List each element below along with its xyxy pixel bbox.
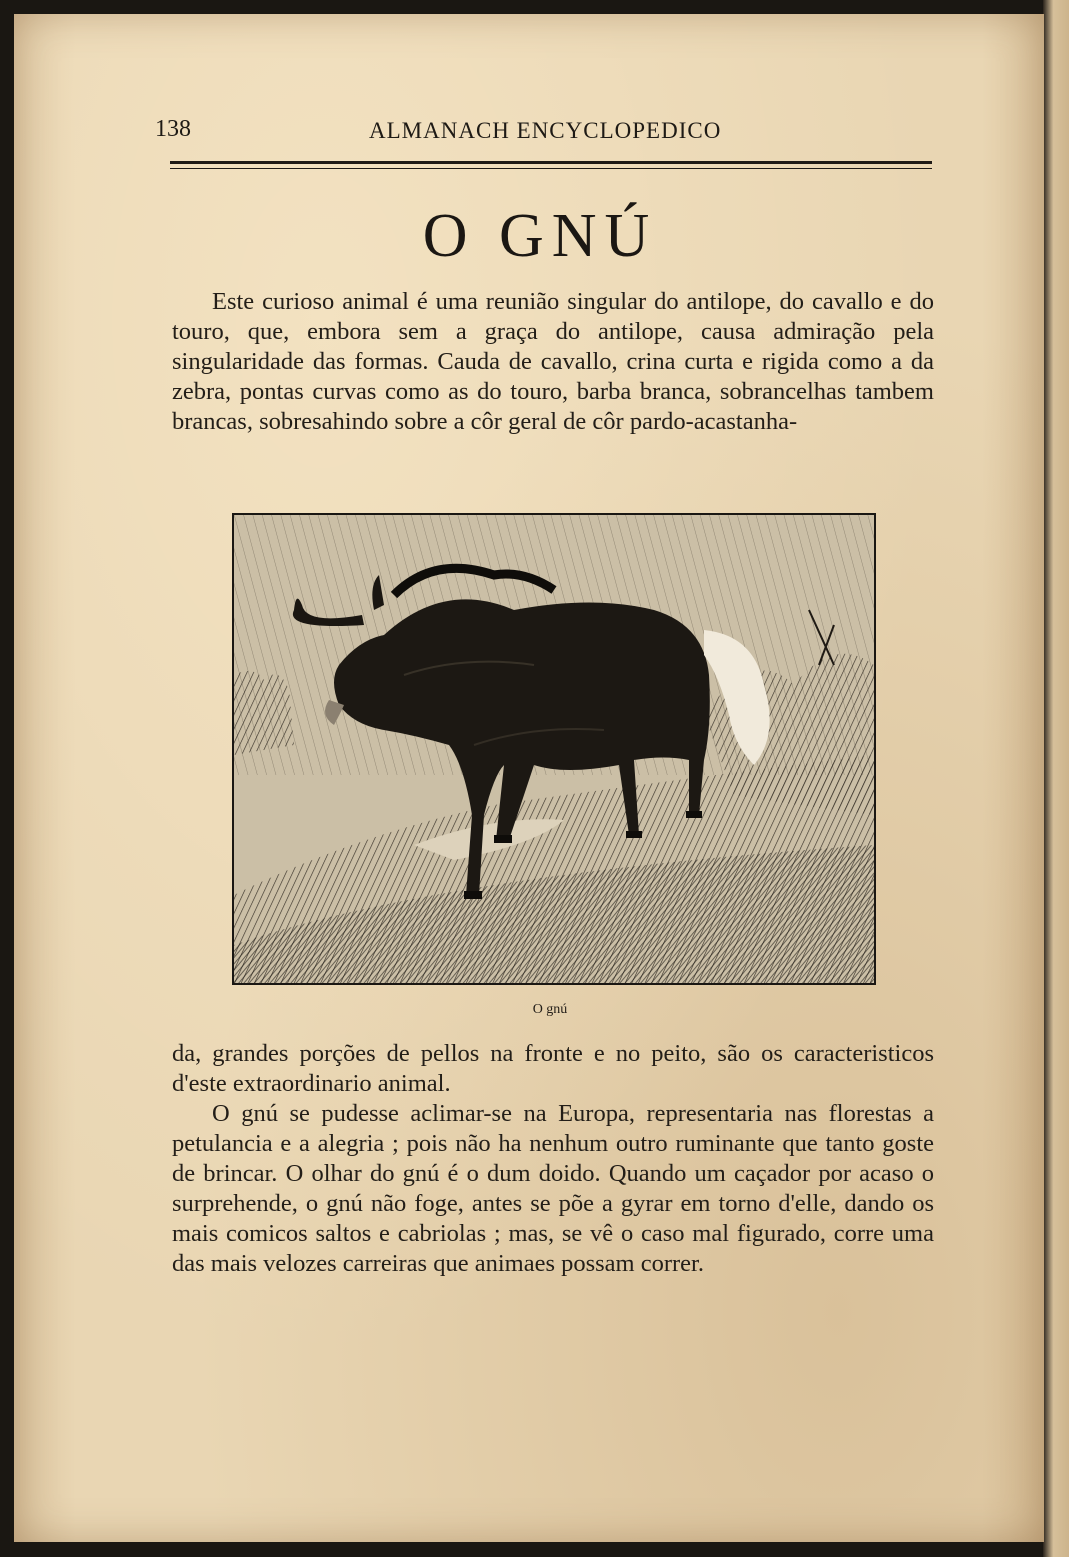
figure-caption: O gnú	[532, 1002, 568, 1017]
article-title: O GNÚ	[422, 202, 658, 270]
header-rule-thick	[170, 161, 932, 164]
paragraph-continuation: da, grandes porções de pellos na fronte e no peito, são os caracteristicos d'este extraordinario animal.	[172, 1040, 934, 1097]
header-rule-thin	[170, 168, 932, 169]
next-page-edge	[1043, 0, 1069, 1557]
paragraph-intro: Este curioso animal é uma reunião singular do antilope, do cavallo e do touro, que, embora sem a graça do antilope, causa admiração pela singularidade das formas. Cauda de cavallo, crina curta e rigida como a da zebra, pontas curvas como as do touro, barba branca, sobrancelhas tambem brancas, sobresahindo sobre a côr geral de côr pardo-acastanha-	[172, 288, 934, 435]
running-title: ALMANACH ENCYCLOPEDICO	[369, 118, 722, 143]
page-header	[155, 112, 935, 152]
gnu-illustration	[232, 513, 876, 985]
paragraph-behavior: O gnú se pudesse aclimar-se na Europa, representaria nas florestas a petulancia e a alegria ; pois não ha nenhum outro ruminante que tanto goste de brincar. O olhar do gnú é o dum doido. Quando um caçador por acaso o surprehende, o gnú não foge, antes se põe a gyrar em torno d'elle, dando os mais comicos saltos e cabriolas ; mas, se vê o caso mal figurado, corre uma das mais velozes carreiras que animaes possam correr.	[172, 1100, 934, 1277]
page-number: 138	[155, 116, 191, 142]
